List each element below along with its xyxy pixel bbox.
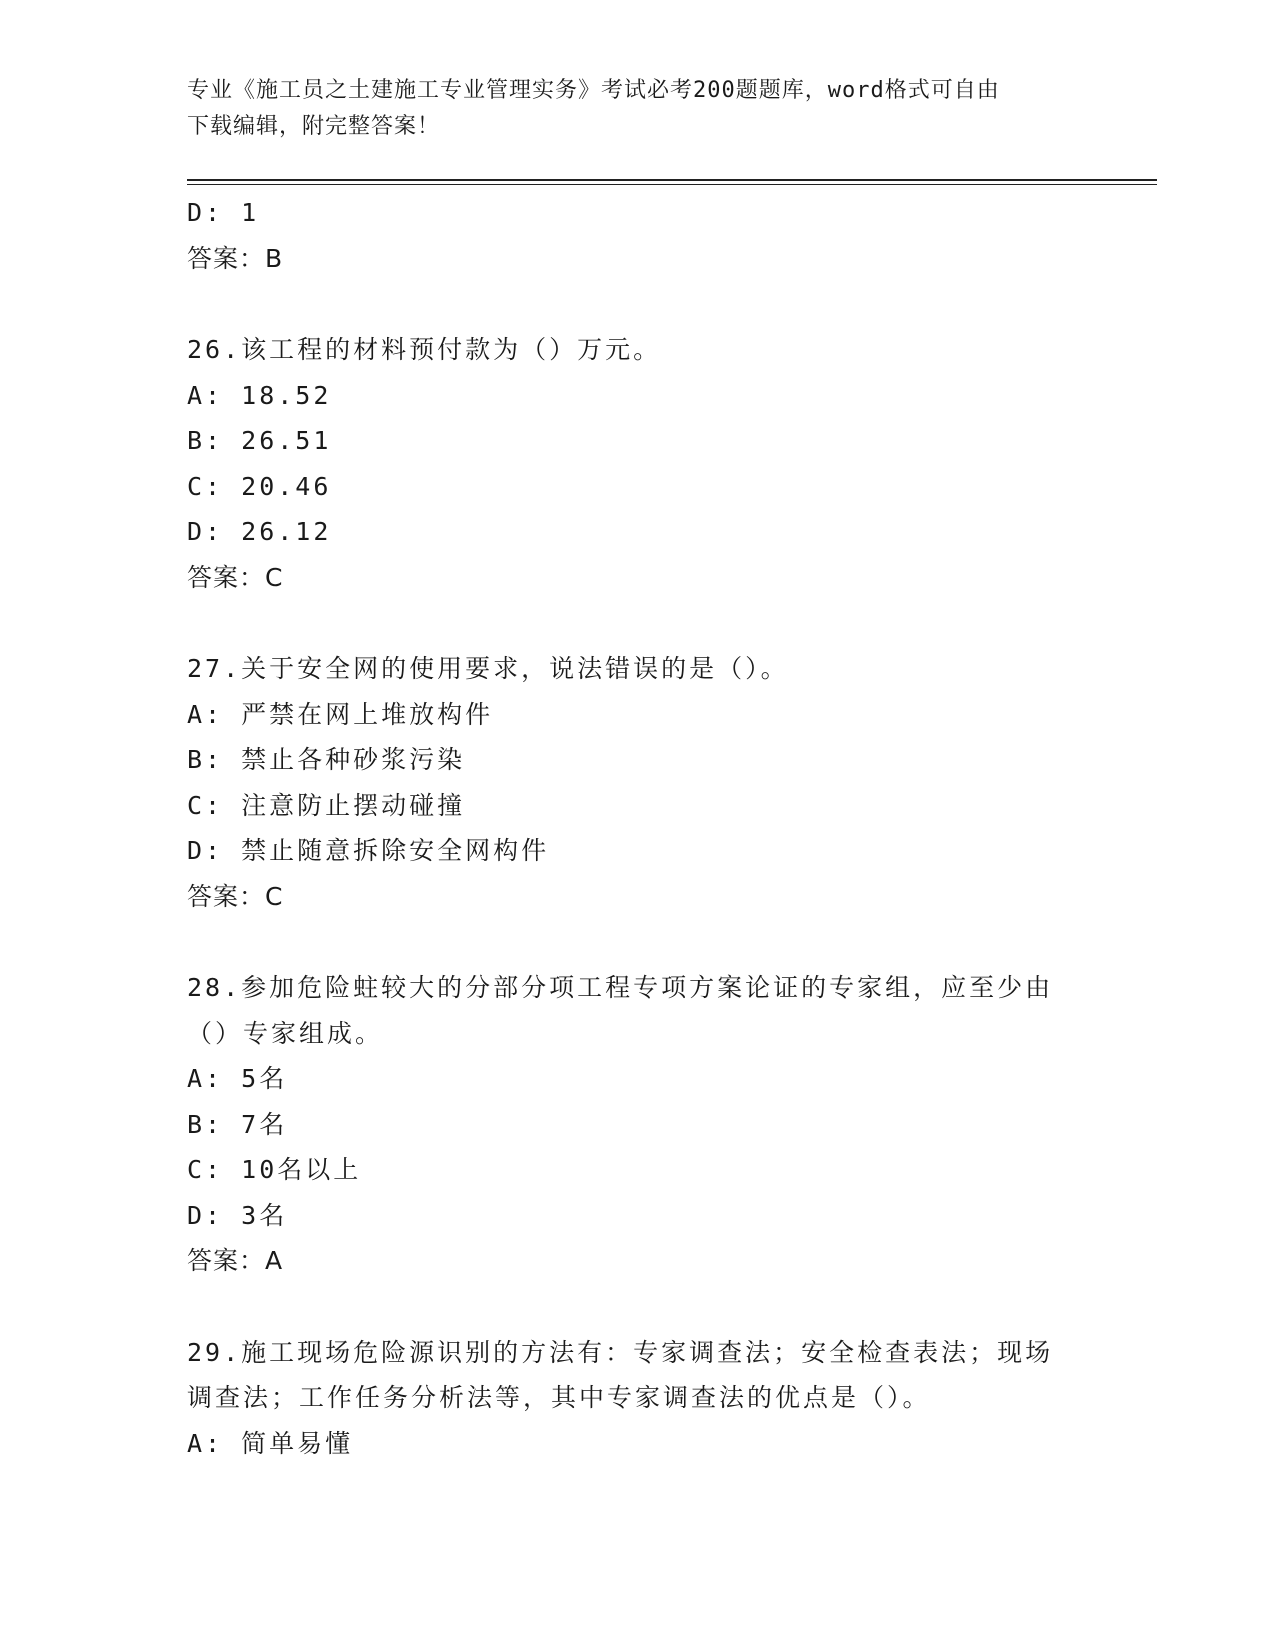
question-list — [187, 190, 1087, 1466]
option-a: A: 严禁在网上堆放构件 — [187, 699, 494, 729]
carryover-question — [187, 190, 1087, 281]
answer-line: 答案：A — [187, 1246, 284, 1275]
question-stem: 26.该工程的材料预付款为（）万元。 — [187, 335, 662, 364]
header-title-line-1: 专业《施工员之土建施工专业管理实务》考试必考200题题库，word格式可自由 — [187, 78, 1000, 103]
question-28 — [187, 965, 1087, 1284]
answer-line: 答案：C — [187, 562, 284, 592]
option-d: D: 26.12 — [187, 517, 332, 546]
question-26 — [187, 327, 1087, 600]
option-d: D: 3名 — [187, 1200, 288, 1230]
option-c: C: 20.46 — [187, 471, 332, 501]
option-b: B: 26.51 — [187, 426, 332, 455]
option-d: D: 1 — [187, 198, 260, 227]
header-title-line-2: 下载编辑，附完整答案！ — [187, 114, 441, 139]
header-divider-thin — [187, 184, 1157, 185]
question-stem-line-1: 28.参加危险蛀较大的分部分项工程专项方案论证的专家组，应至少由 — [187, 973, 1054, 1002]
document-header — [187, 73, 1087, 145]
question-29 — [187, 1330, 1087, 1467]
option-b: B: 禁止各种砂浆污染 — [187, 745, 466, 774]
answer-line: 答案：C — [187, 881, 284, 911]
question-stem-line-2: （）专家组成。 — [187, 1018, 384, 1048]
spacer — [187, 919, 1087, 965]
spacer — [187, 281, 1087, 327]
question-stem: 27.关于安全网的使用要求，说法错误的是（）。 — [187, 654, 789, 683]
answer-line: 答案：B — [187, 243, 284, 273]
option-d: D: 禁止随意拆除安全网构件 — [187, 836, 550, 865]
spacer — [187, 1284, 1087, 1330]
spacer — [187, 600, 1087, 646]
option-b: B: 7名 — [187, 1109, 288, 1139]
header-divider-thick — [187, 179, 1157, 181]
question-27 — [187, 646, 1087, 919]
question-stem-line-1: 29.施工现场危险源识别的方法有：专家调查法；安全检查表法；现场 — [187, 1337, 1054, 1367]
question-stem-line-2: 调查法；工作任务分析法等，其中专家调查法的优点是（）。 — [187, 1383, 931, 1412]
option-a: A: 简单易懂 — [187, 1428, 354, 1458]
option-c: C: 注意防止摆动碰撞 — [187, 790, 466, 820]
option-a: A: 5名 — [187, 1064, 288, 1093]
option-a: A: 18.52 — [187, 380, 332, 410]
option-c: C: 10名以上 — [187, 1155, 362, 1184]
